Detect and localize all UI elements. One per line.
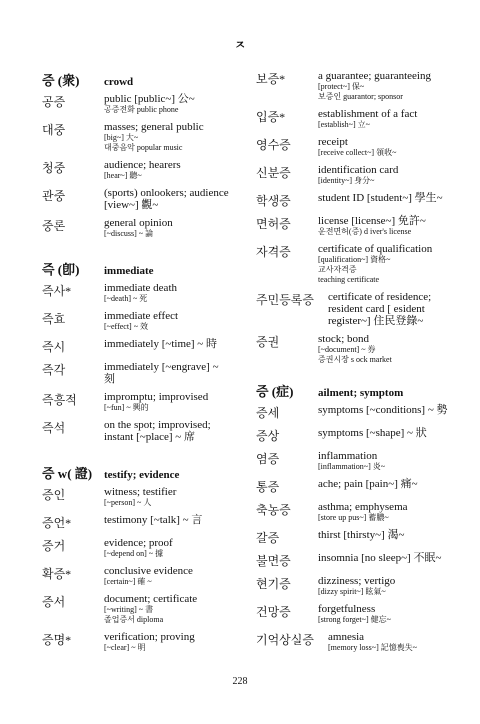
section-header	[42, 259, 232, 278]
entry-word: 증인	[42, 488, 66, 502]
entry-definition: forgetfulness [strong forget~] 健忘~	[318, 603, 391, 624]
entry-etymology: [~clear] ~ 明	[104, 643, 146, 652]
dictionary-entry	[256, 427, 456, 444]
entry-word: 주민등록증	[256, 293, 314, 307]
entry-etymology: [~death] ~ 死	[104, 294, 148, 303]
entry-definition: student ID [student~] 學生~	[318, 192, 443, 204]
dictionary-entry	[256, 575, 456, 597]
entry-definition: public [public~] 公~ 공증전화 public phone	[104, 93, 195, 114]
entry-definition: ache; pain [pain~] 痛~	[318, 478, 418, 490]
entry-definition: masses; general public [big~] 大~ 대중음악 popular music	[104, 121, 204, 152]
entry-definition: immediate effect [~effect] ~ 效	[104, 310, 179, 331]
entry-word: 증거	[42, 539, 66, 553]
entry-definition: receipt [receive collect~] 領收~	[318, 136, 397, 157]
dictionary-entry	[256, 164, 456, 186]
entry-word: 청중	[42, 161, 66, 175]
entry-definition: impromptu; improvised [~fun] ~ 興的	[104, 391, 209, 412]
dictionary-entry	[42, 537, 232, 559]
entry-definition: witness; testifier [~person] ~ 人	[104, 486, 177, 507]
entry-word: 즉사*	[42, 284, 72, 298]
entry-definition: thirst [thirsty~] 渴~	[318, 529, 405, 541]
left-column	[42, 70, 232, 659]
entry-word: 대중	[42, 123, 66, 137]
entry-word: 관중	[42, 189, 66, 203]
entry-definition: dizziness; vertigo [dizzy spirit~] 眩氣~	[318, 575, 396, 596]
entry-definition: asthma; emphysema [store up pus~] 蓄膿~	[318, 501, 408, 522]
entry-word: 축농증	[256, 503, 291, 517]
entry-word: 증언*	[42, 516, 72, 530]
entry-etymology: [memory loss~] 記憶喪失~	[328, 643, 418, 652]
dictionary-entry	[256, 243, 456, 285]
entry-word: 기억상실증	[256, 633, 314, 647]
dictionary-entry	[42, 310, 232, 332]
dictionary-entry	[42, 159, 232, 181]
page-number: 228	[232, 676, 248, 687]
dictionary-entry	[256, 501, 456, 523]
dictionary-entry	[42, 631, 232, 653]
entry-definition: testimony [~talk] ~ 言	[104, 514, 203, 526]
entry-example: 보증인 guarantor; sponsor	[318, 92, 403, 101]
entry-definition: general opinion [~discuss] ~ 論	[104, 217, 173, 238]
dictionary-entry	[42, 419, 232, 443]
entry-etymology: [hear~] 聽~	[104, 171, 142, 180]
dictionary-entry	[42, 217, 232, 239]
entry-etymology: [identity~] 身分~	[318, 176, 375, 185]
entry-definition: a guarantee; guaranteeing [protect~] 保~ 보증인 guarantor; sponsor	[318, 70, 431, 101]
entry-word: 염증	[256, 452, 280, 466]
dictionary-entry	[256, 450, 456, 472]
entry-definition: establishment of a fact [establish~] 立~	[318, 108, 418, 129]
entry-example: 대중음악 popular music	[104, 143, 183, 152]
entry-etymology: [protect~] 保~	[318, 82, 365, 91]
section-gloss: crowd	[104, 76, 134, 88]
dictionary-entry	[256, 136, 456, 158]
entry-definition: immediate death [~death] ~ 死	[104, 282, 177, 303]
entry-word: 증상	[256, 429, 280, 443]
dictionary-entry	[42, 565, 232, 587]
entry-definition: (sports) onlookers; audience [view~] 觀~	[104, 187, 229, 211]
section-gloss: ailment; symptom	[318, 387, 404, 399]
section-header	[256, 381, 456, 400]
entry-etymology: [establish~] 立~	[318, 120, 370, 129]
entry-word: 즉각	[42, 363, 66, 377]
dictionary-entry	[42, 282, 232, 304]
dictionary-entry	[256, 108, 456, 130]
entry-definition: immediately [~time] ~ 時	[104, 338, 218, 350]
entry-definition: symptoms [~conditions] ~ 勢	[318, 404, 448, 416]
entry-word: 입증*	[256, 110, 286, 124]
entry-word: 중론	[42, 219, 66, 233]
entry-etymology: [dizzy spirit~] 眩氣~	[318, 587, 386, 596]
dictionary-entry	[256, 333, 456, 365]
entry-etymology: [~person] ~ 人	[104, 498, 152, 507]
right-column	[256, 70, 456, 659]
entry-definition: license [license~] 免許~ 운전면허(증) d iver's license	[318, 215, 426, 236]
entry-definition: conclusive evidence [certain~] 確 ~	[104, 565, 193, 586]
entry-word: 보증*	[256, 72, 286, 86]
entry-word: 즉효	[42, 312, 66, 326]
entry-etymology: [~fun] ~ 興的	[104, 403, 149, 412]
dictionary-entry	[42, 514, 232, 531]
dictionary-entry	[42, 391, 232, 413]
entry-word: 자격증	[256, 245, 291, 259]
entry-word: 증권	[256, 335, 280, 349]
entry-word: 증서	[42, 595, 66, 609]
dictionary-entry	[256, 404, 456, 421]
section-letter-mark: ㅈ	[234, 38, 246, 52]
dictionary-entry	[256, 192, 456, 209]
entry-etymology: [inflammation~] 炎~	[318, 462, 386, 471]
section-headword: 증 w( 證)	[42, 466, 93, 481]
section-gloss: immediate	[104, 265, 154, 277]
entry-etymology: [big~] 大~	[104, 133, 139, 142]
dictionary-entry	[42, 93, 232, 115]
entry-word: 증명*	[42, 633, 72, 647]
entry-etymology: [~document] ~ 券	[318, 345, 376, 354]
dictionary-entry	[42, 486, 232, 508]
entry-etymology: [qualification~] 資格~	[318, 255, 391, 264]
entry-example: 교사자격증	[318, 265, 357, 274]
section-gloss: testify; evidence	[104, 469, 180, 481]
dictionary-entry	[256, 478, 456, 495]
section-headword: 즉 (卽)	[42, 262, 80, 277]
entry-definition: certificate of qualification [qualification~] 資格~ 교사자격증 teaching certificate	[318, 243, 433, 284]
entry-definition: verification; proving [~clear] ~ 明	[104, 631, 195, 652]
dictionary-entry	[42, 593, 232, 625]
dictionary-entry	[256, 291, 456, 327]
entry-etymology: [~effect] ~ 效	[104, 322, 149, 331]
entry-definition: audience; hearers [hear~] 聽~	[104, 159, 181, 180]
dictionary-entry	[256, 552, 456, 569]
entry-word: 즉흥적	[42, 393, 77, 407]
entry-word: 통증	[256, 480, 280, 494]
entry-definition: insomnia [no sleep~] 不眠~	[318, 552, 442, 564]
entry-word: 신분증	[256, 166, 291, 180]
entry-word: 면허증	[256, 217, 291, 231]
entry-word: 갈증	[256, 531, 280, 545]
section-headword: 증 (症)	[256, 384, 294, 399]
dictionary-entry	[256, 70, 456, 102]
dictionary-entry	[256, 529, 456, 546]
entry-definition: inflammation [inflammation~] 炎~	[318, 450, 386, 471]
entry-word: 공증	[42, 95, 66, 109]
entry-definition: on the spot; improvised; instant [~place] ~ 席	[104, 419, 211, 443]
entry-word: 건망증	[256, 605, 291, 619]
entry-etymology: [store up pus~] 蓄膿~	[318, 513, 389, 522]
entry-definition: immediately [~engrave] ~ 刻	[104, 361, 219, 385]
entry-definition: amnesia [memory loss~] 記憶喪失~	[328, 631, 418, 652]
entry-word: 확증*	[42, 567, 72, 581]
entry-word: 증세	[256, 406, 280, 420]
entry-etymology: [~writing] ~ 書	[104, 605, 154, 614]
section-headword: 증 (衆)	[42, 73, 80, 88]
entry-word: 즉석	[42, 421, 66, 435]
entry-definition: certificate of residence; resident card [ esident register~] 住民登錄~	[328, 291, 432, 327]
dictionary-entry	[42, 121, 232, 153]
entry-definition: stock; bond [~document] ~ 券 증권시장 s ock market	[318, 333, 392, 364]
entry-definition: symptoms [~shape] ~ 狀	[318, 427, 427, 439]
entry-example: 증권시장 s ock market	[318, 355, 392, 364]
entry-word: 불면증	[256, 554, 291, 568]
dictionary-entry	[256, 631, 456, 653]
dictionary-entry	[256, 215, 456, 237]
entry-definition: identification card [identity~] 身分~	[318, 164, 399, 185]
dictionary-entry	[256, 603, 456, 625]
entry-word: 즉시	[42, 340, 66, 354]
entry-etymology: [certain~] 確 ~	[104, 577, 152, 586]
entry-example: 운전면허(증) d iver's license	[318, 227, 412, 236]
entry-example: 졸업증서 diploma	[104, 615, 164, 624]
dictionary-entry	[42, 338, 232, 355]
entry-etymology: [receive collect~] 領收~	[318, 148, 397, 157]
dictionary-entry	[42, 361, 232, 385]
entry-etymology: [strong forget~] 健忘~	[318, 615, 391, 624]
entry-etymology: [~discuss] ~ 論	[104, 229, 154, 238]
entry-example-gloss: teaching certificate	[318, 275, 380, 284]
entry-definition: evidence; proof [~depend on] ~ 據	[104, 537, 173, 558]
entry-word: 현기증	[256, 577, 291, 591]
entry-word: 학생증	[256, 194, 291, 208]
entry-definition: document; certificate [~writing] ~ 書 졸업증서 diploma	[104, 593, 198, 624]
entry-word: 영수증	[256, 138, 291, 152]
section-header	[42, 463, 232, 482]
section-header	[42, 70, 232, 89]
entry-example: 공증전화 public phone	[104, 105, 179, 114]
dictionary-entry	[42, 187, 232, 211]
entry-etymology: [~depend on] ~ 據	[104, 549, 164, 558]
